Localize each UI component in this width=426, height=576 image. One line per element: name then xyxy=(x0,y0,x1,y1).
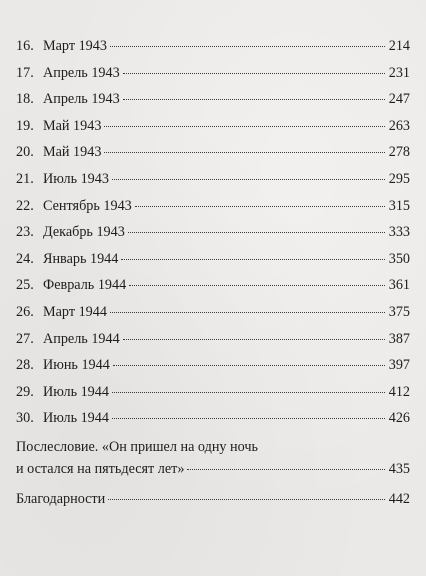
dot-leader xyxy=(113,365,385,366)
dot-leader xyxy=(112,418,385,419)
toc-entry-page: 214 xyxy=(388,38,410,54)
toc-entry-number: 21. xyxy=(16,170,34,187)
dot-leader xyxy=(128,232,385,233)
toc-entry-afterword xyxy=(16,436,410,480)
dot-leader xyxy=(110,312,385,313)
toc-entry-number: 28. xyxy=(16,357,34,374)
toc-entry-title: Март 1943 xyxy=(43,38,107,54)
toc-entry-title: Сентябрь 1943 xyxy=(43,197,132,214)
toc-entry-19 xyxy=(16,113,410,140)
dot-leader xyxy=(108,499,385,500)
toc-entry-page: 412 xyxy=(388,383,410,400)
toc-entry-page: 387 xyxy=(388,330,410,347)
toc-acknowledgements-title: Благодарности xyxy=(16,490,106,507)
toc-entry-number: 25. xyxy=(16,277,34,294)
toc-entry-number: 18. xyxy=(16,91,34,108)
toc-entry-title: Июль 1944 xyxy=(43,410,109,427)
toc-entry-title: Февраль 1944 xyxy=(43,277,127,294)
toc-entry-page: 278 xyxy=(388,144,410,161)
dot-leader xyxy=(104,126,385,127)
toc-entry-number: 24. xyxy=(16,250,34,267)
toc-entry-number: 23. xyxy=(16,224,34,241)
dot-leader xyxy=(112,392,385,393)
dot-leader xyxy=(187,469,385,470)
toc-entry-title: Апрель 1943 xyxy=(43,91,120,108)
toc-entry-page: 397 xyxy=(388,357,410,374)
toc-entry-page: 263 xyxy=(388,117,410,134)
dot-leader xyxy=(129,285,385,286)
toc-entry-number: 26. xyxy=(16,303,34,320)
toc-entry-number: 19. xyxy=(16,117,34,134)
dot-leader xyxy=(135,206,385,207)
toc-entry-title: Декабрь 1943 xyxy=(43,224,125,241)
toc-entry-16 xyxy=(16,33,410,60)
toc-entry-17 xyxy=(16,60,410,87)
toc-afterword-title-line1: Послесловие. «Он пришел на одну ночь xyxy=(16,438,258,455)
toc-entry-page: 231 xyxy=(388,64,410,81)
toc-entry-page: 295 xyxy=(388,170,410,187)
toc-acknowledgements-page: 442 xyxy=(388,490,410,507)
toc-entry-23 xyxy=(16,219,410,246)
toc-entry-20 xyxy=(16,139,410,166)
dot-leader xyxy=(123,73,385,74)
toc-entry-27 xyxy=(16,326,410,353)
dot-leader xyxy=(112,179,385,180)
dot-leader xyxy=(121,259,385,260)
toc-entry-page: 350 xyxy=(388,250,410,267)
toc-afterword-page: 435 xyxy=(388,460,410,477)
toc-entry-title: Июль 1943 xyxy=(43,170,109,187)
toc-entry-title: Май 1943 xyxy=(43,117,102,134)
toc-entry-29 xyxy=(16,379,410,406)
toc-entry-page: 247 xyxy=(388,91,410,108)
toc-entry-number: 27. xyxy=(16,330,34,347)
toc-entry-title: Апрель 1944 xyxy=(43,330,120,347)
toc-entry-25 xyxy=(16,272,410,299)
toc-entry-number: 30. xyxy=(16,410,34,427)
toc-entry-number: 22. xyxy=(16,197,34,214)
toc-entry-acknowledgements xyxy=(16,486,410,513)
dot-leader xyxy=(123,99,385,100)
dot-leader xyxy=(123,339,385,340)
dot-leader xyxy=(110,46,385,47)
toc-entry-number: 20. xyxy=(16,144,34,161)
dot-leader xyxy=(104,152,385,153)
toc-entry-page: 315 xyxy=(388,197,410,214)
toc-entry-title: Июнь 1944 xyxy=(43,357,110,374)
toc-entry-28 xyxy=(16,352,410,379)
toc-entry-number: 16. xyxy=(16,38,34,54)
toc-entry-number: 17. xyxy=(16,64,34,81)
toc-entry-page: 426 xyxy=(388,410,410,427)
toc-entry-title: Апрель 1943 xyxy=(43,64,120,81)
toc-entry-21 xyxy=(16,166,410,193)
toc-entry-title: Май 1943 xyxy=(43,144,102,161)
toc-entry-page: 361 xyxy=(388,277,410,294)
toc-entry-18 xyxy=(16,86,410,113)
toc-afterword-line2-row xyxy=(16,458,410,480)
toc-entry-30 xyxy=(16,405,410,432)
table-of-contents xyxy=(16,33,410,513)
toc-entry-page: 333 xyxy=(388,224,410,241)
toc-entry-title: Январь 1944 xyxy=(43,250,119,267)
toc-entry-26 xyxy=(16,299,410,326)
toc-entry-title: Март 1944 xyxy=(43,303,107,320)
toc-afterword-title-line2: и остался на пятьдесят лет» xyxy=(16,460,185,477)
toc-entry-24 xyxy=(16,246,410,273)
toc-entry-number: 29. xyxy=(16,383,34,400)
toc-entry-page: 375 xyxy=(388,303,410,320)
toc-entry-22 xyxy=(16,193,410,220)
toc-entry-title: Июль 1944 xyxy=(43,383,109,400)
